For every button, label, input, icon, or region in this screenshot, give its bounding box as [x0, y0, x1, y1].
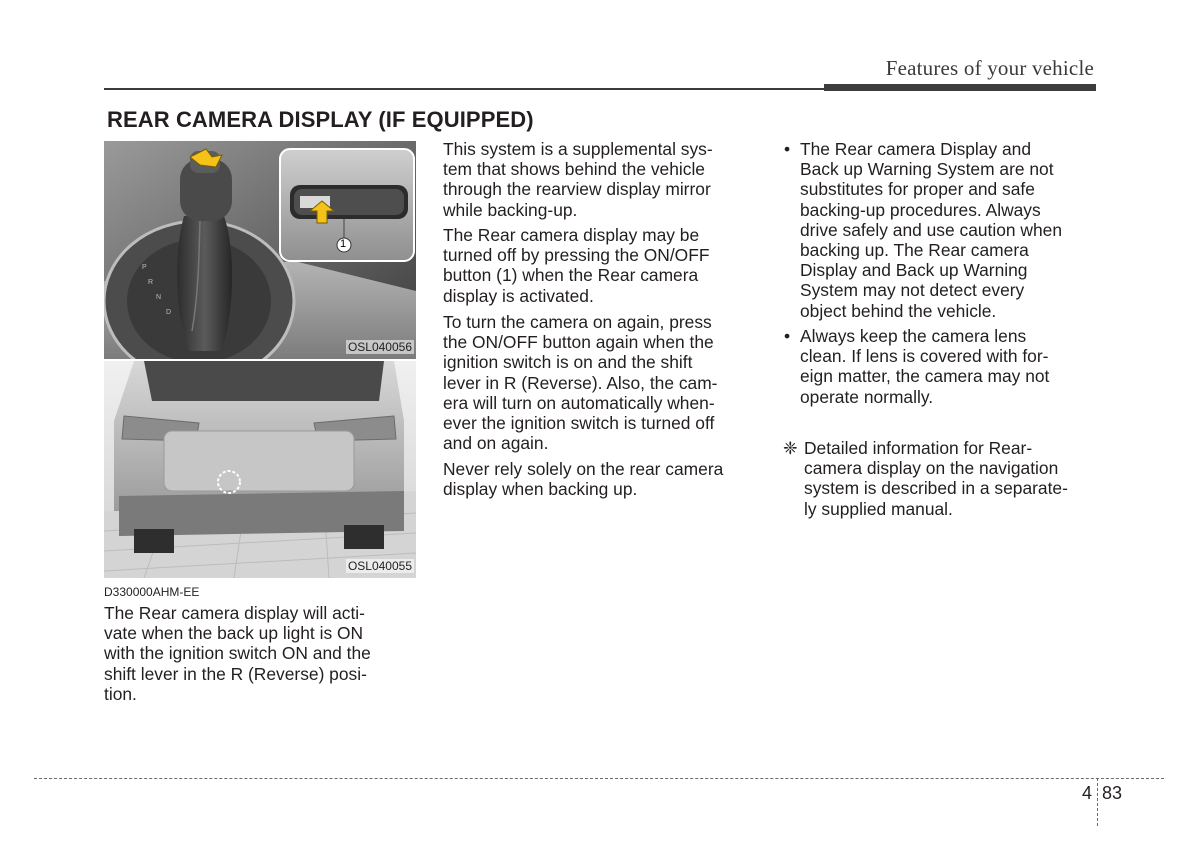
- figure-code: OSL040056: [347, 340, 412, 354]
- footer-rule: [34, 778, 1164, 779]
- svg-text:D: D: [166, 309, 172, 316]
- figure-shift-lever-mirror: [104, 141, 416, 359]
- note-navigation-manual: Detailed information for Rear- camera display on the navigation system is described in a separate- ly supplied manual.: [804, 438, 1068, 519]
- section-title: REAR CAMERA DISPLAY (IF EQUIPPED): [107, 107, 534, 132]
- figure-callout-number: 1: [340, 238, 347, 250]
- page-number: 83: [1102, 783, 1123, 803]
- paragraph-system-description: This system is a supplemental sys- tem that shows behind the vehicle through the rearview display mirror while backing-up.: [443, 139, 713, 220]
- paragraph-turn-off: The Rear camera display may be turned off by pressing the ON/OFF button (1) when the Rear camera display is activated.: [443, 225, 710, 306]
- bullet-keep-lens-clean: Always keep the camera lens clean. If lens is covered with for- eign matter, the camera may not operate normally.: [800, 326, 1050, 407]
- footer-divider: [1097, 778, 1098, 826]
- running-header: Features of your vehicle: [885, 56, 1094, 80]
- svg-text:N: N: [156, 294, 162, 301]
- paragraph-caution: Never rely solely on the rear camera display when backing up.: [443, 459, 724, 500]
- figure-code: OSL040055: [347, 559, 412, 573]
- paragraph-camera-activation: The Rear camera display will acti- vate when the back up light is ON with the ignition switch ON and the shift lever in the R (Reverse) posi- tion.: [104, 603, 371, 704]
- bullet-marker: •: [784, 326, 791, 346]
- shift-lever-illustration: [104, 141, 416, 359]
- header-rule: [104, 88, 824, 90]
- header-rule-accent: [824, 84, 1096, 91]
- svg-text:P: P: [142, 264, 147, 271]
- paragraph-turn-on: To turn the camera on again, press the ON/OFF button again when the ignition switch is on and the shift lever in R (Reverse). Also, the cam- era will turn on automatically when- ever the ignition switch is turned off and on again.: [443, 312, 718, 454]
- document-code: D330000AHM-EE: [104, 585, 200, 599]
- bullet-marker: •: [784, 139, 791, 159]
- bullet-warning-substitutes: The Rear camera Display and Back up Warning System are not substitutes for proper and safe backing-up procedures. Always drive safely and use caution when backing up. The Rear camera Display and Back up Warning System may not detect every object behind the vehicle.: [800, 139, 1062, 321]
- chapter-number: 4: [1082, 783, 1093, 803]
- vehicle-rear-illustration: [104, 361, 416, 578]
- note-symbol: ❈: [783, 438, 798, 458]
- svg-text:R: R: [148, 279, 154, 286]
- figure-vehicle-rear: [104, 361, 416, 578]
